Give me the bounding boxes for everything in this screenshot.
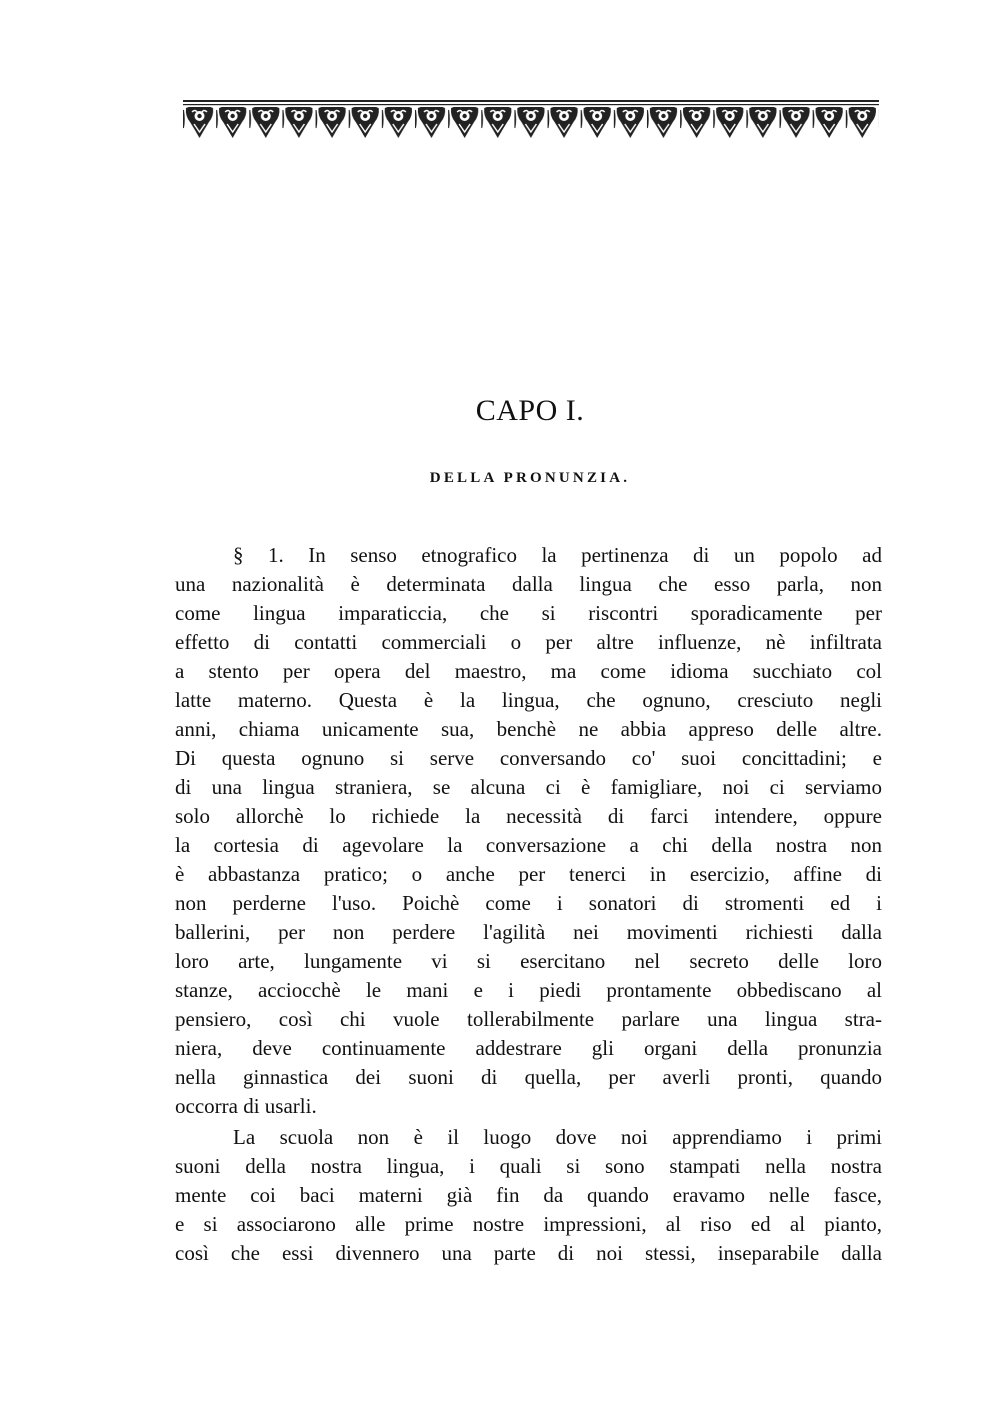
text-line: è abbastanza pratico; o anche per tenerci in esercizio, affine di — [175, 862, 882, 886]
text-line: pensiero, così chi vuole tollerabilmente parlare una lingua stra- — [175, 1007, 882, 1031]
text-line: a stento per opera del maestro, ma come idioma succhiato col — [175, 659, 882, 683]
text-line: come lingua imparaticcia, che si riscontri sporadicamente per — [175, 601, 882, 625]
text-line: ballerini, per non perdere l'agilità nei movimenti richiesti dalla — [175, 920, 882, 944]
chapter-title: CAPO I. — [475, 394, 585, 427]
text-line: La scuola non è il luogo dove noi apprendiamo i primi — [233, 1125, 882, 1149]
text-line: la cortesia di agevolare la conversazione a chi della nostra non — [175, 833, 882, 857]
text-line: di una lingua straniera, se alcuna ci è famigliare, noi ci serviamo — [175, 775, 882, 799]
chapter-subtitle: DELLA PRONUNZIA. — [429, 470, 631, 486]
text-line: mente coi baci materni già fin da quando eravamo nelle fasce, — [175, 1183, 882, 1207]
text-line: effetto di contatti commerciali o per altre influenze, nè infiltrata — [175, 630, 882, 654]
paragraph-1 — [175, 541, 882, 1121]
text-line: suoni della nostra lingua, i quali si sono stampati nella nostra — [175, 1154, 882, 1178]
text-line: latte materno. Questa è la lingua, che ognuno, cresciuto negli — [175, 688, 882, 712]
text-line: e si associarono alle prime nostre impressioni, al riso ed al pianto, — [175, 1212, 882, 1236]
decorative-ornament-band — [183, 100, 879, 144]
text-line: occorra di usarli. — [175, 1094, 317, 1118]
text-line: nella ginnastica dei suoni di quella, per averli pronti, quando — [175, 1065, 882, 1089]
text-line: stanze, acciocchè le mani e i piedi prontamente obbediscano al — [175, 978, 882, 1002]
text-line: non perderne l'uso. Poichè come i sonatori di stromenti ed i — [175, 891, 882, 915]
text-line: così che essi divennero una parte di noi stessi, inseparabile dalla — [175, 1241, 882, 1265]
text-line: Di questa ognuno si serve conversando co' suoi concittadini; e — [175, 746, 882, 770]
text-line: anni, chiama unicamente sua, benchè ne abbia appreso delle altre. — [175, 717, 882, 741]
text-line: loro arte, lungamente vi si esercitano nel secreto delle loro — [175, 949, 882, 973]
body-text — [175, 541, 882, 1268]
text-line: § 1. In senso etnografico la pertinenza di un popolo ad — [233, 543, 882, 567]
text-line: solo allorchè lo richiede la necessità di farci intendere, oppure — [175, 804, 882, 828]
text-line: una nazionalità è determinata dalla lingua che esso parla, non — [175, 572, 882, 596]
paragraph-2 — [175, 1123, 882, 1268]
text-line: niera, deve continuamente addestrare gli organi della pronunzia — [175, 1036, 882, 1060]
